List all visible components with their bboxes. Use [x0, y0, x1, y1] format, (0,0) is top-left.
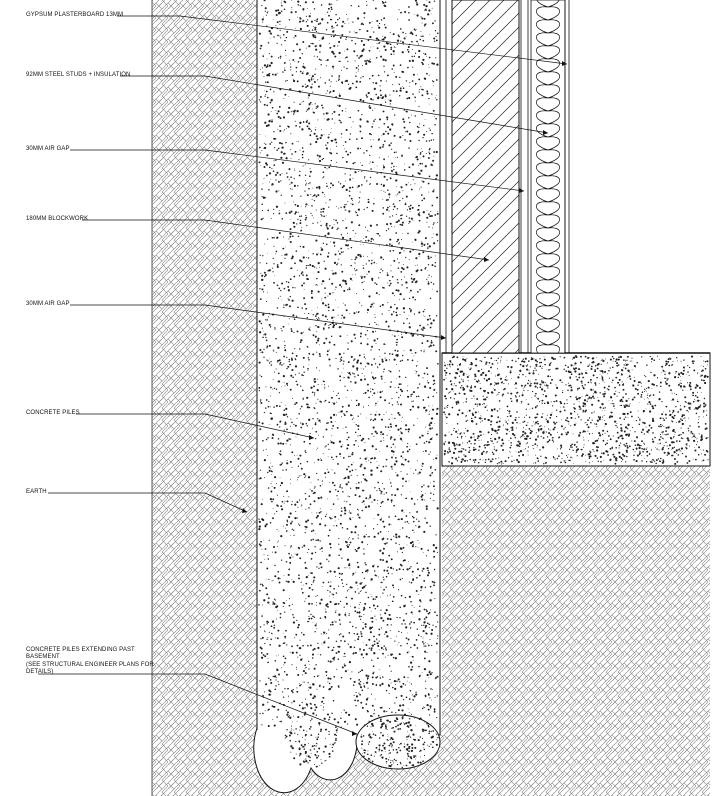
label-steel-studs: 92MM STEEL STUDS + INSULATION	[26, 72, 131, 78]
earth-left	[152, 0, 257, 796]
blockwork	[452, 0, 519, 353]
floor-slab	[442, 353, 710, 466]
label-earth: EARTH	[26, 489, 47, 495]
earth-right	[442, 466, 710, 796]
label-piles-extending-2: BASEMENT	[26, 654, 60, 660]
label-air-gap-outer: 30MM AIR GAP	[26, 301, 70, 307]
label-plasterboard: GYPSUM PLASTERBOARD 13MM	[26, 12, 124, 18]
label-piles-extending-4: DETAILS)	[26, 669, 54, 675]
label-piles-extending-1: CONCRETE PILES EXTENDING PAST	[26, 647, 135, 653]
label-concrete-piles: CONCRETE PILES	[26, 410, 80, 416]
label-air-gap-inner: 30MM AIR GAP	[26, 146, 70, 152]
label-piles-extending-3: (SEE STRUCTURAL ENGINEER PLANS FOR	[26, 662, 154, 668]
concrete-pile	[254, 0, 440, 793]
label-blockwork: 180MM BLOCKWORK	[26, 216, 89, 222]
